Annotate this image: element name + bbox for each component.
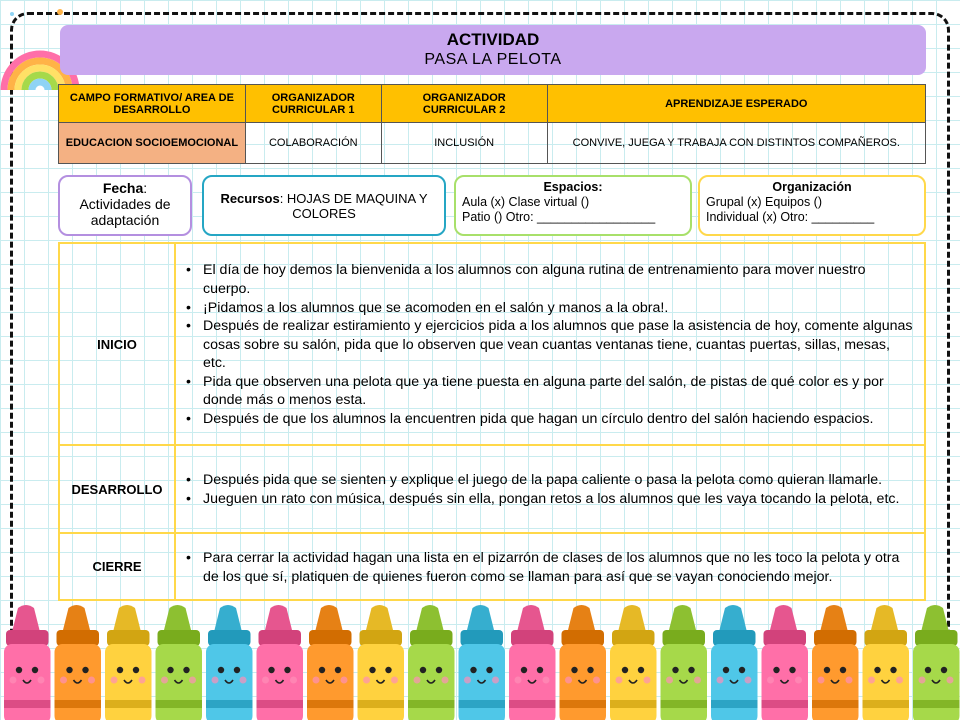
crayon-icon xyxy=(459,605,506,720)
value-organizador-1: COLABORACIÓN xyxy=(245,123,381,164)
stage-inicio-content xyxy=(175,243,925,445)
header-organizador-2: ORGANIZADOR CURRICULAR 2 xyxy=(381,85,547,123)
organizacion-line-1: Grupal (x) Equipos () xyxy=(706,195,823,209)
list-item: • Para cerrar la actividad hagan una lista en el pizarrón de clases de los alumnos que no les toco la pelota y otra de los que sí, platiquen de quienes fueron como se llaman para así que se vayan conociendo mejor. xyxy=(184,549,916,586)
header-organizador-1: ORGANIZADOR CURRICULAR 1 xyxy=(245,85,381,123)
crayon-icon xyxy=(762,605,809,720)
curriculum-table xyxy=(58,84,926,164)
list-item: • ¡Pidamos a los alumnos que se acomoden en el salón y manos a la obra!. xyxy=(184,299,916,318)
stage-cierre-content xyxy=(175,533,925,600)
crayon-icon xyxy=(711,605,758,720)
espacios-line-1: Aula (x) Clase virtual () xyxy=(462,195,590,209)
crayon-icon xyxy=(55,605,102,720)
crayon-icon xyxy=(105,605,152,720)
crayons-border xyxy=(0,604,960,720)
crayon-icon xyxy=(206,605,253,720)
fecha-value: Actividades de adaptación xyxy=(79,196,171,228)
crayon-icon xyxy=(156,605,203,720)
crayon-icon xyxy=(610,605,657,720)
recursos-label: Recursos xyxy=(220,190,280,206)
activity-name: PASA LA PELOTA xyxy=(424,51,562,68)
crayon-icon xyxy=(408,605,455,720)
crayon-icon xyxy=(358,605,405,720)
crayon-icon xyxy=(560,605,607,720)
crayon-icon xyxy=(863,605,910,720)
value-organizador-2: INCLUSIÓN xyxy=(381,123,547,164)
organizacion-title: Organización xyxy=(772,180,852,194)
crayon-icon xyxy=(661,605,708,720)
crayon-icon xyxy=(913,605,960,720)
activity-heading: ACTIVIDAD xyxy=(446,30,540,49)
stage-inicio-label: INICIO xyxy=(59,243,175,445)
crayon-icon xyxy=(257,605,304,720)
organizacion-line-2: Individual (x) Otro: _________ xyxy=(706,210,875,224)
header-aprendizaje: APRENDIZAJE ESPERADO xyxy=(547,85,925,123)
recursos-box: Recursos: HOJAS DE MAQUINA Y COLORES xyxy=(202,175,446,236)
fecha-box: Fecha: Actividades de adaptación xyxy=(58,175,192,236)
crayon-icon xyxy=(509,605,556,720)
list-item: • El día de hoy demos la bienvenida a los alumnos con alguna rutina de entrenamiento para mover nuestro cuerpo. xyxy=(184,261,916,298)
value-aprendizaje: CONVIVE, JUEGA Y TRABAJA CON DISTINTOS COMPAÑEROS. xyxy=(547,123,925,164)
espacios-title: Espacios: xyxy=(543,180,603,194)
list-item: • Después de que los alumnos la encuentren pida que hagan un círculo dentro del salón haciendo espacios. xyxy=(184,410,916,429)
stage-desarrollo-content xyxy=(175,445,925,533)
value-campo: EDUCACION SOCIOEMOCIONAL xyxy=(59,123,246,164)
header-campo: CAMPO FORMATIVO/ AREA DE DESARROLLO xyxy=(59,85,246,123)
list-item: • Después de realizar estiramiento y ejercicios pida a los alumnos que pase la asistencia de hoy, comente algunas cosas sobre su salón, pida que lo observen que vean cuantas ventanas tiene, cuantas puertas, sillas, mesas, etc. xyxy=(184,317,916,373)
recursos-value: HOJAS DE MAQUINA Y COLORES xyxy=(286,190,428,221)
organizacion-box xyxy=(698,175,926,236)
espacios-line-2: Patio () Otro: _________________ xyxy=(462,210,656,224)
crayon-icon xyxy=(4,605,51,720)
list-item: • Jueguen un rato con música, después sin ella, pongan retos a los alumnos que les vaya tocando la pelota, etc. xyxy=(184,490,916,509)
stage-cierre-label: CIERRE xyxy=(59,533,175,600)
espacios-box xyxy=(454,175,692,236)
list-item: • Después pida que se sienten y explique el juego de la papa caliente o pasa la pelota como quieran llamarle. xyxy=(184,471,916,490)
crayon-icon xyxy=(812,605,859,720)
list-item: • Pida que observen una pelota que ya tiene puesta en alguna parte del salón, de pistas de qué color es y por donde más o menos esta. xyxy=(184,373,916,410)
crayon-icon xyxy=(307,605,354,720)
fecha-label: Fecha xyxy=(102,180,144,196)
stage-desarrollo-label: DESARROLLO xyxy=(59,445,175,533)
title-bar xyxy=(60,25,926,75)
stages-table xyxy=(58,242,926,601)
